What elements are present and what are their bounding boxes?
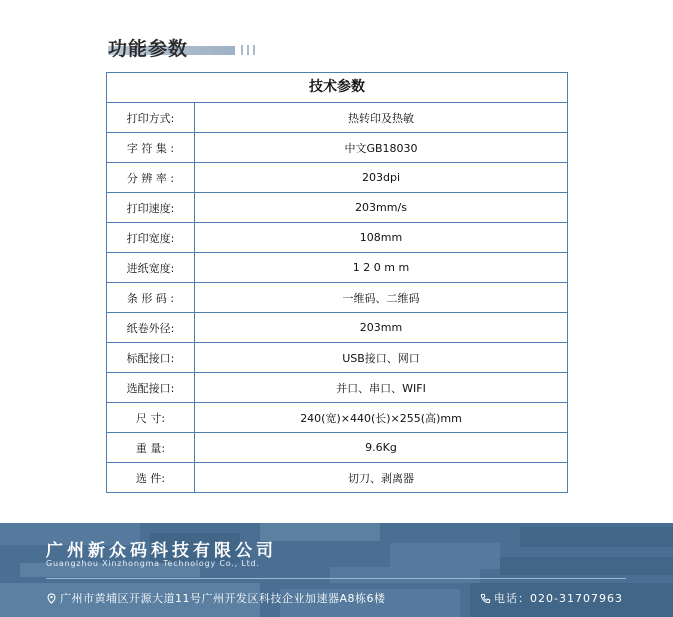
table-row xyxy=(107,403,567,433)
row-value: 108mm xyxy=(359,231,403,244)
table-row xyxy=(107,433,567,463)
row-label: 字 符 集 : xyxy=(107,133,195,162)
table-row xyxy=(107,193,567,223)
row-label: 标配接口: xyxy=(107,343,195,372)
row-value: 203mm/s xyxy=(355,201,407,214)
background-tile xyxy=(500,557,673,575)
table-row xyxy=(107,253,567,283)
row-value: 240(宽)×440(长)×255(高)mm xyxy=(300,411,462,425)
row-value: 中文GB18030 xyxy=(344,141,418,155)
row-label: 打印方式: xyxy=(107,103,195,132)
background-tile xyxy=(520,527,673,547)
phone-icon xyxy=(480,593,491,604)
spec-table xyxy=(106,72,568,493)
row-label: 打印宽度: xyxy=(107,223,195,252)
footer-divider xyxy=(46,578,626,579)
tick-mark xyxy=(241,45,243,55)
row-value: 9.6Kg xyxy=(365,441,397,454)
table-row xyxy=(107,283,567,313)
table-row xyxy=(107,223,567,253)
tick-mark xyxy=(253,45,255,55)
row-value: 切刀、剥离器 xyxy=(348,471,414,485)
row-label: 打印速度: xyxy=(107,193,195,222)
background-tile xyxy=(260,523,380,541)
spec-table-title: 技术参数 xyxy=(107,73,567,103)
row-label: 尺 寸: xyxy=(107,403,195,432)
table-row xyxy=(107,163,567,193)
row-value: 热转印及热敏 xyxy=(348,111,414,125)
company-name-chinese: 广州新众码科技有限公司 xyxy=(46,541,277,561)
row-value: 并口、串口、WIFI xyxy=(336,381,426,395)
table-row xyxy=(107,313,567,343)
phone-text: 电话：020-31707963 xyxy=(494,592,623,605)
row-label: 选 件: xyxy=(107,463,195,492)
background-tile xyxy=(390,543,500,569)
heading-tick-marks xyxy=(241,45,255,55)
row-label: 重 量: xyxy=(107,433,195,462)
address-text: 广州市黄埔区开源大道11号广州开发区科技企业加速器A8栋6楼 xyxy=(60,592,386,605)
company-footer-band xyxy=(0,523,673,617)
company-address xyxy=(46,590,386,606)
row-label: 条 形 码 : xyxy=(107,283,195,312)
row-value: 203dpi xyxy=(361,171,401,184)
row-value: 203mm xyxy=(359,321,403,334)
table-row xyxy=(107,133,567,163)
company-name-english: Guangzhou Xinzhongma Technology Co., Ltd. xyxy=(46,559,260,568)
row-value: USB接口、网口 xyxy=(342,351,420,365)
section-heading xyxy=(108,34,188,61)
table-row xyxy=(107,103,567,133)
row-label: 分 辨 率 : xyxy=(107,163,195,192)
row-value: 1 2 0 m m xyxy=(352,261,410,274)
tick-mark xyxy=(247,45,249,55)
row-value: 一维码、二维码 xyxy=(342,291,420,305)
company-phone xyxy=(480,590,623,606)
table-row xyxy=(107,463,567,492)
table-row xyxy=(107,373,567,403)
location-pin-icon xyxy=(46,593,57,604)
section-heading-text: 功能参数 xyxy=(108,38,189,60)
row-label: 纸卷外径: xyxy=(107,313,195,342)
table-row xyxy=(107,343,567,373)
row-label: 选配接口: xyxy=(107,373,195,402)
row-label: 进纸宽度: xyxy=(107,253,195,282)
background-tile xyxy=(330,567,480,583)
